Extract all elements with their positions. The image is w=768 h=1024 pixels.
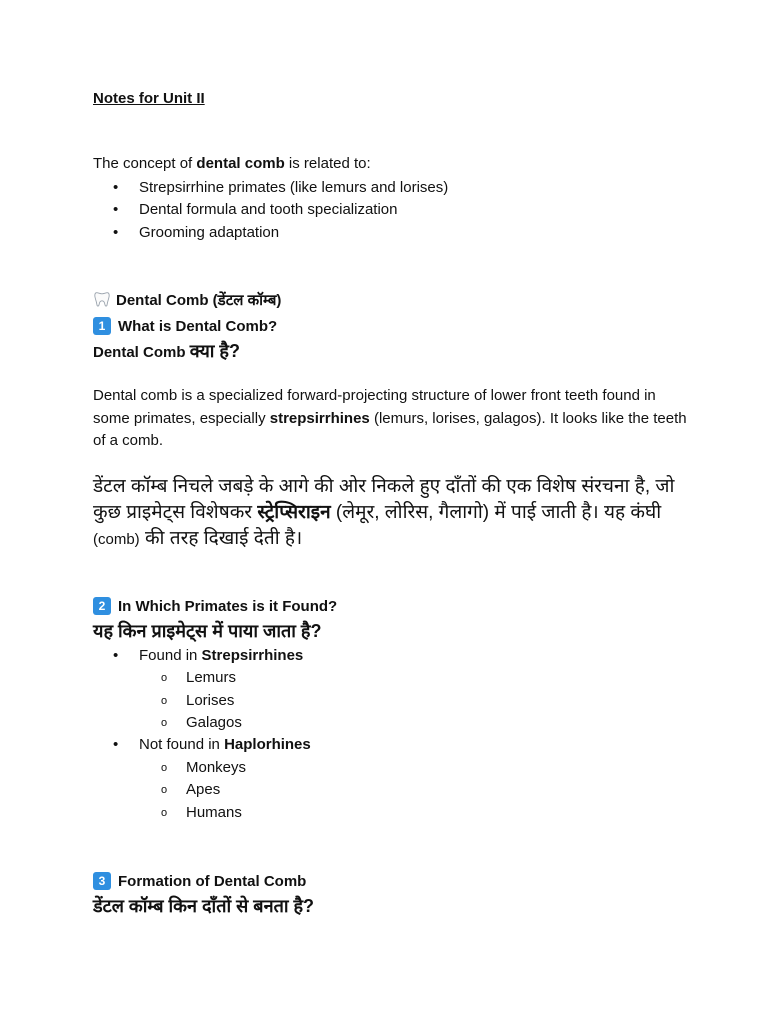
- number-1-icon: 1: [93, 317, 111, 335]
- section1-hindi-rest: क्या है?: [189, 341, 240, 361]
- tooth-icon: [93, 290, 111, 308]
- circle-bullet-icon: o: [161, 807, 168, 819]
- list-item-text: Monkeys: [186, 759, 247, 776]
- intro-prefix: The concept of: [93, 155, 197, 172]
- list-item-text: [139, 734, 311, 756]
- circle-bullet-icon: o: [161, 784, 168, 796]
- para-hi-part3: की तरह दिखाई देती है।: [139, 528, 303, 549]
- section3-hindi-heading: डेंटल कॉम्ब किन दाँतों से बनता है?: [93, 896, 315, 916]
- circle-bullet-icon: o: [161, 717, 168, 729]
- bullet-icon: •: [113, 201, 119, 218]
- para-hi-bold: स्ट्रेप्सिराइन: [257, 502, 331, 523]
- section1-hindi-heading: [93, 339, 240, 365]
- notfound-prefix: Not found in: [139, 736, 225, 753]
- para-hi-part2: (लेमूर, लोरिस, गैलागो) में पाई जाती है। यह कंघी: [330, 502, 662, 523]
- section1-heading: [93, 316, 277, 338]
- para-hi-part1: डेंटल कॉम्ब निचले जबड़े के आगे की ओर निकले हुए दाँतों की एक विशेष संरचना है, जो कुछ प्राइमेट्स विशेषकर: [93, 476, 675, 523]
- list-item-text: Lemurs: [186, 669, 237, 686]
- section1-hindi-paragraph: [93, 474, 693, 553]
- list-item-text: Dental formula and tooth specialization: [139, 201, 398, 218]
- list-item-text: [139, 645, 303, 667]
- section3-heading-text: Formation of Dental Comb: [118, 873, 307, 890]
- section2-heading-text: In Which Primates is it Found?: [118, 598, 338, 615]
- section3-heading: [93, 871, 306, 893]
- list-item-text: Grooming adaptation: [139, 224, 280, 241]
- para-en-part1: Dental comb is a specialized forward-projecting structure of lower front teeth found in some primates, especially: [93, 387, 656, 427]
- found-prefix: Found in: [139, 647, 202, 664]
- found-bold: Strepsirrhines: [201, 647, 304, 664]
- section2-heading: [93, 596, 337, 618]
- circle-bullet-icon: o: [161, 672, 168, 684]
- intro-bold-term: dental comb: [196, 155, 285, 172]
- list-item-text: Lorises: [186, 692, 235, 709]
- section1-english-paragraph: [93, 385, 693, 453]
- circle-bullet-icon: o: [161, 695, 168, 707]
- list-item-text: Humans: [186, 804, 242, 821]
- intro-suffix: is related to:: [284, 155, 371, 172]
- section1-heading-text: What is Dental Comb?: [118, 318, 278, 335]
- number-2-icon: 2: [93, 597, 111, 615]
- section1-hindi-prefix: Dental Comb: [93, 344, 190, 361]
- dental-comb-heading-text: Dental Comb (डेंटल कॉम्ब): [116, 292, 282, 309]
- intro-sentence: [93, 153, 371, 175]
- notfound-bold: Haplorhines: [224, 736, 311, 753]
- circle-bullet-icon: o: [161, 762, 168, 774]
- para-en-part2: (lemurs, lorises, galagos). It looks like the teeth of a comb.: [93, 409, 687, 449]
- para-en-bold: strepsirrhines: [269, 409, 370, 427]
- bullet-icon: •: [113, 224, 119, 241]
- list-item-text: Apes: [186, 781, 221, 798]
- section2-hindi-heading: यह किन प्राइमेट्स में पाया जाता है?: [93, 621, 322, 641]
- bullet-icon: •: [113, 179, 119, 196]
- page-title: Notes for Unit II: [93, 90, 205, 107]
- para-hi-comb: (comb): [93, 531, 140, 548]
- bullet-icon: •: [113, 647, 119, 664]
- list-item-text: Galagos: [186, 714, 242, 731]
- dental-comb-heading: [93, 290, 281, 312]
- number-3-icon: 3: [93, 872, 111, 890]
- bullet-icon: •: [113, 736, 119, 753]
- list-item-text: Strepsirrhine primates (like lemurs and lorises): [139, 179, 449, 196]
